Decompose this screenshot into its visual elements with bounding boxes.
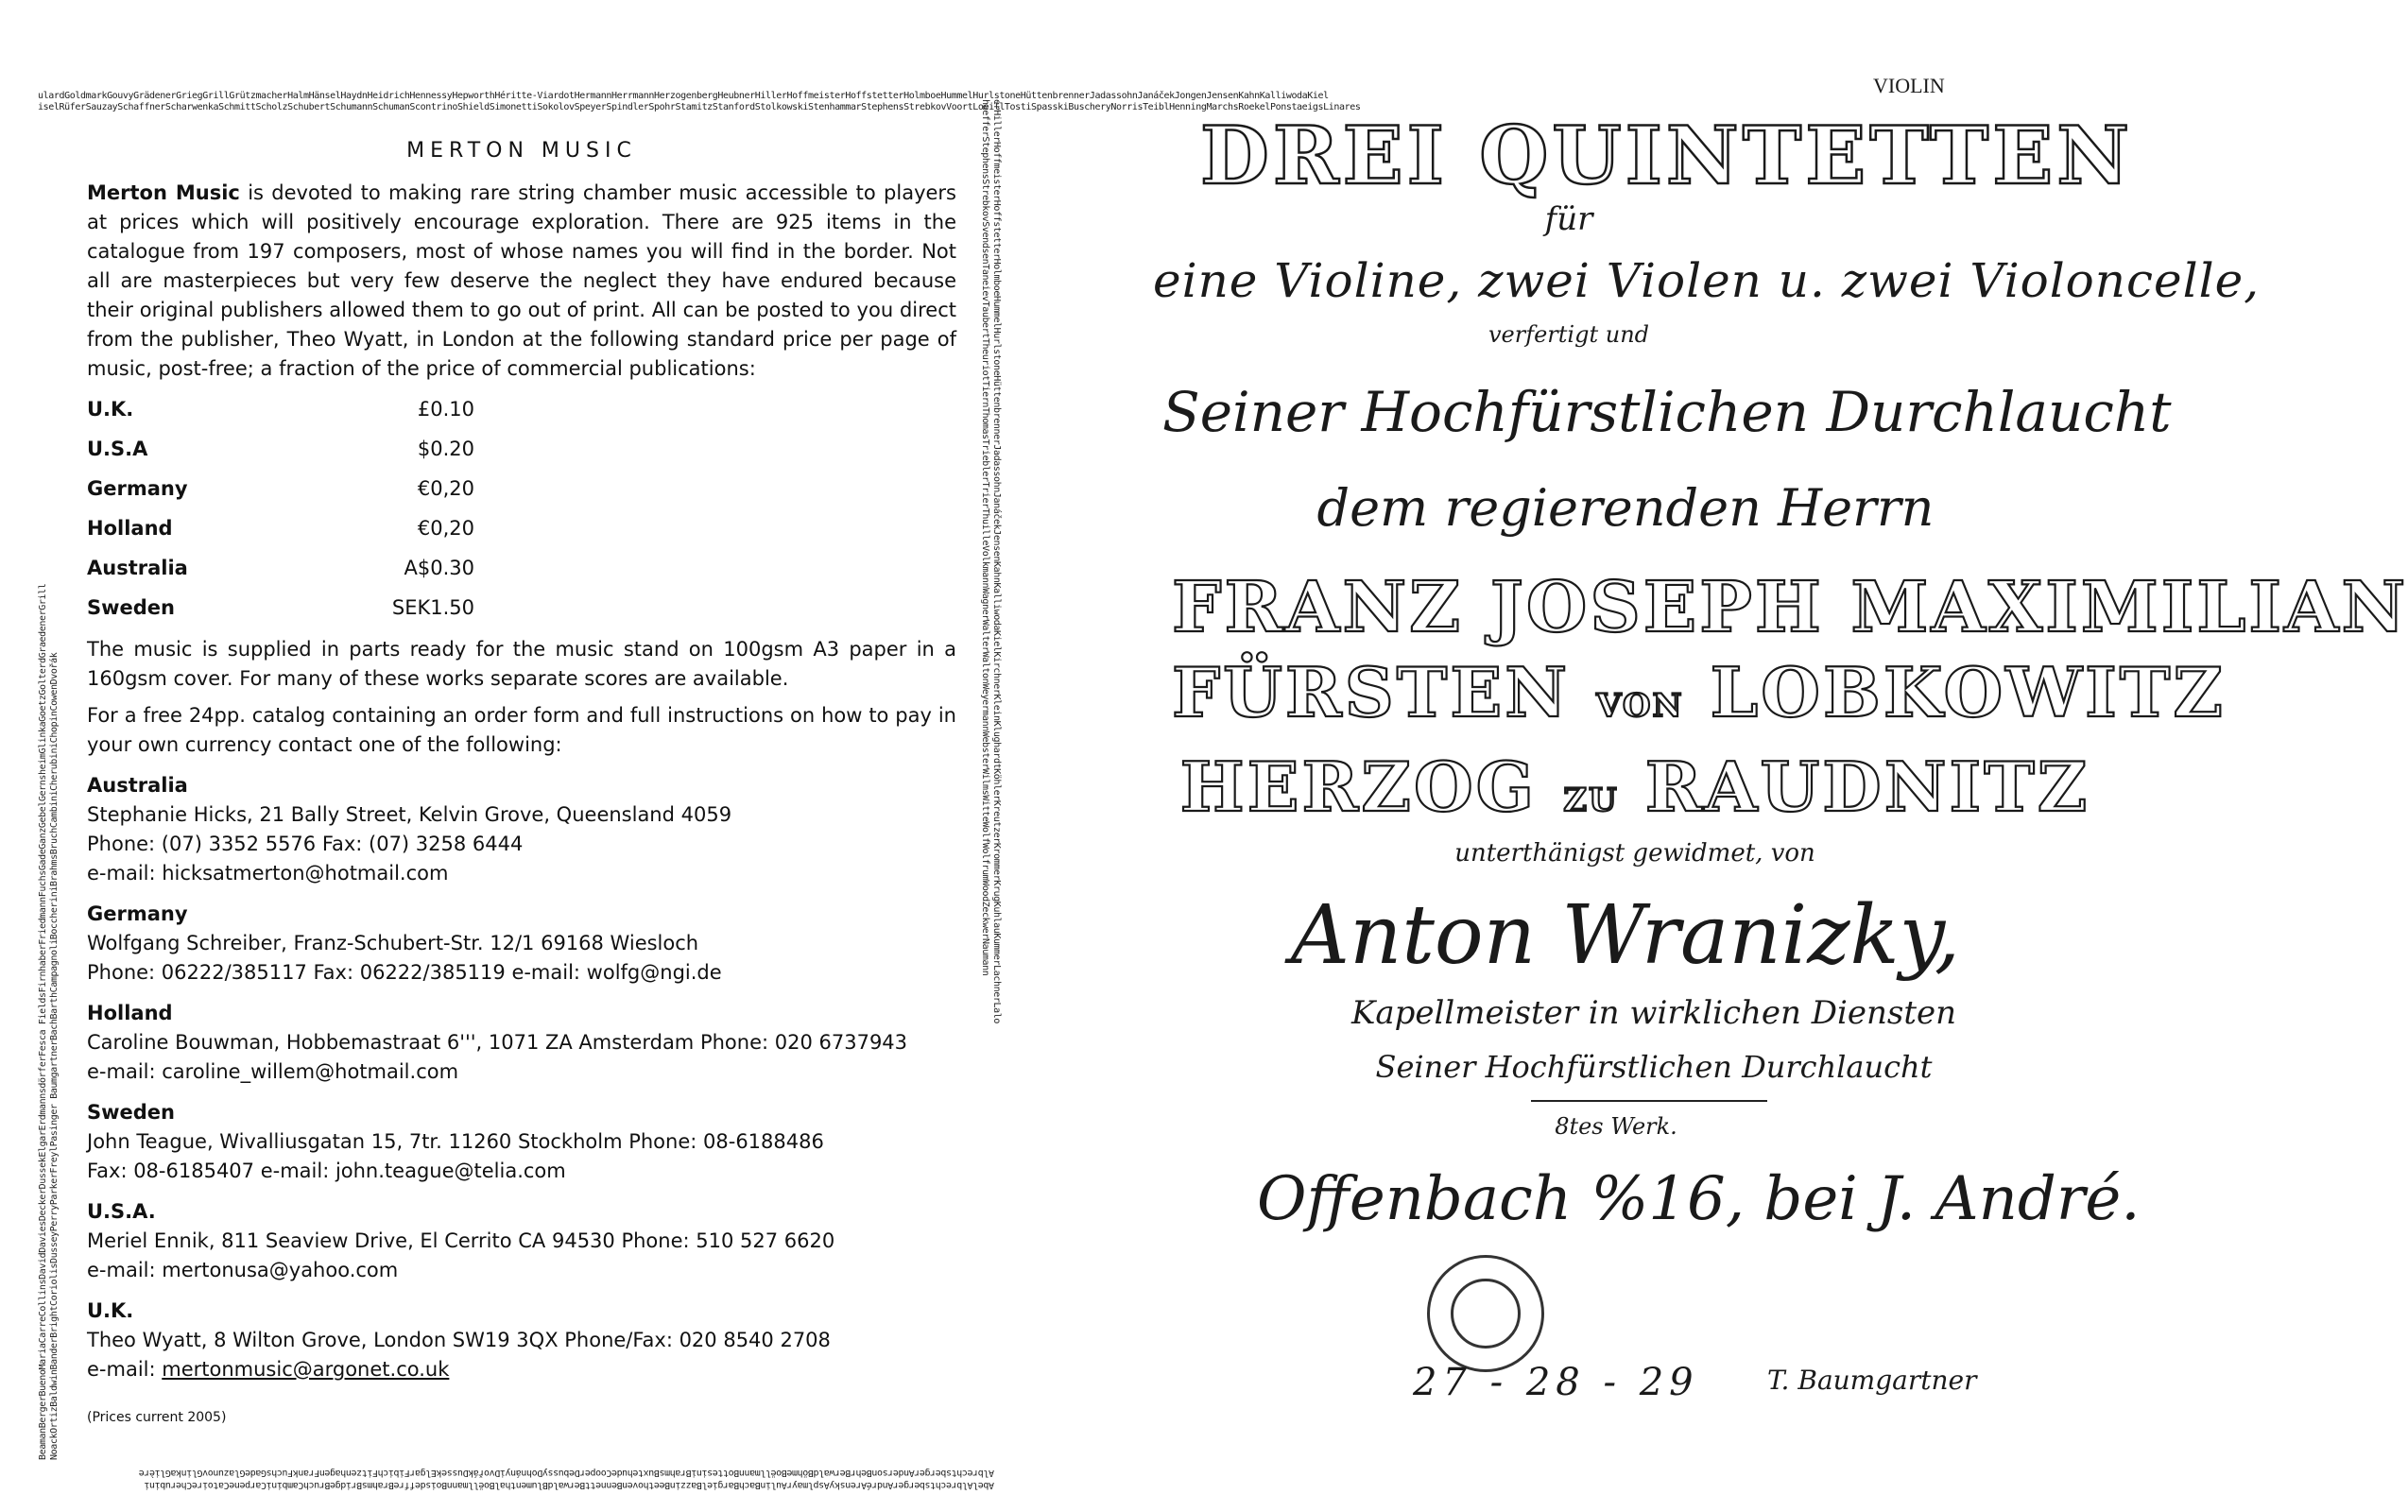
price-row [87, 548, 956, 588]
price-value: A$0.30 [404, 556, 474, 579]
fursten-word: FÜRSTEN [1172, 652, 1571, 732]
opus-number: 8tes Werk. [1555, 1113, 1677, 1140]
herzog-word: HERZOG [1179, 747, 1538, 827]
price-value: $0.20 [417, 437, 474, 460]
contact-line: Stephanie Hicks, 21 Bally Street, Kelvin Grove, Queensland 4059 [87, 803, 732, 826]
price-country: Sweden [87, 595, 175, 619]
divider-rule [1531, 1100, 1767, 1102]
border-top-line-1: ulardGoldmarkGouvyGrädenerGriegGrillGrützmacherHalmHänselHaydnHeidrichHennessyHepworthHéritte-ViardotHermannHerrmannHerzogenbergHeubnerHillerHoffmeisterHoffstetterHolmboeHummelHurlstoneHüttenbrennerJadassohnJanáčekJongenJensenKahnKalliwodaKiel [38, 91, 1329, 101]
contact-line: Phone: (07) 3352 5576 Fax: (07) 3258 6444 [87, 833, 524, 855]
dedication-line-2: dem regierenden Herrn [1316, 478, 1935, 538]
price-country: Holland [87, 516, 173, 540]
zu-word: ZU [1563, 782, 1619, 819]
price-country: U.K. [87, 397, 134, 421]
contact-line: Caroline Bouwman, Hobbemastraat 6''', 1071 ZA Amsterdam Phone: 020 6737943 [87, 1031, 908, 1054]
signature: T. Baumgartner [1767, 1365, 1977, 1396]
dedicatee-title [1172, 652, 2226, 732]
contact-line: Phone: 06222/385117 Fax: 06222/385119 e-mail: wolfg@ngi.de [87, 961, 722, 984]
main-title: DREI QUINTETTEN [1200, 109, 2134, 202]
contact-line: e-mail: mertonusa@yahoo.com [87, 1259, 399, 1281]
instrumentation: eine Violine, zwei Violen u. zwei Violoncelle, [1153, 253, 2261, 308]
contact-line: Fax: 08-6185407 e-mail: john.teague@telia.com [87, 1160, 566, 1182]
contact-uk [87, 1297, 956, 1384]
uk-email-link[interactable]: mertonmusic@argonet.co.uk [162, 1358, 450, 1381]
price-value: €0,20 [417, 476, 474, 500]
contact-germany [87, 900, 956, 988]
composer-service: Seiner Hochfürstlichen Durchlaucht [1375, 1049, 1933, 1085]
contact-title: Holland [87, 1002, 173, 1024]
contact-title: Sweden [87, 1101, 175, 1124]
price-row [87, 389, 956, 429]
contact-line: Wolfgang Schreiber, Franz-Schubert-Str. 12/1 69168 Wiesloch [87, 932, 699, 954]
contact-line: e-mail: caroline_willem@hotmail.com [87, 1060, 459, 1083]
fur-text: für [1544, 200, 1593, 238]
contact-title: U.K. [87, 1299, 134, 1322]
composer-name: Anton Wranizky, [1290, 888, 1961, 983]
page-heading: MERTON MUSIC [406, 139, 637, 163]
composer-border-right [977, 99, 1002, 1451]
contact-title: U.S.A. [87, 1200, 156, 1223]
border-left-line-1: BeamanBergerBuenoMariaCarreCollinsDavidDaviesDeckerDussekElgarErdmannsdörferFesca FieldsFirnhaberFriedmannFuchsGadeGanzGebelGernsheimGlinkaGoetzGolterdGraedenerGrill [38, 583, 48, 1460]
library-stamp-icon [1427, 1255, 1544, 1372]
gewidmet-text: unterthänigst gewidmet, von [1454, 839, 1815, 868]
contact-email-line [87, 1355, 956, 1384]
parts-paragraph: The music is supplied in parts ready for the music stand on 100gsm A3 paper in a 160gsm cover. For many of these works separate scores are available. [87, 638, 956, 690]
contact-line: e-mail: hicksatmerton@hotmail.com [87, 862, 449, 885]
contact-title: Australia [87, 774, 188, 797]
contact-usa [87, 1197, 956, 1285]
contact-sweden [87, 1098, 956, 1186]
contact-line: John Teague, Wivalliusgatan 15, 7tr. 11260 Stockholm Phone: 08-6188486 [87, 1130, 824, 1153]
composer-border-left [38, 109, 62, 1460]
von-word: VON [1596, 687, 1684, 725]
part-label: VIOLIN [1873, 74, 1945, 97]
border-right-line-2: haefferStephensStrebkovSvendsenTaneievTaubertTheuriotTiernThomasTrieblerTrierThuilleVolkmannWagnerWalterWaltonWeyermannWebsterWilmsWitteWolfWolfrumWoodZeckwerNaumann [980, 99, 990, 976]
composer-border-top [38, 91, 1361, 117]
dedication-line-1: Seiner Hochfürstlichen Durchlaucht [1162, 380, 2172, 444]
border-bottom-line-1: AbelAlbrechtsbergerAndréArenskyAsplmayrAulinBachBargielBazzinBeethovenBennettBerwaldBlumenthalBoëllmannBoisdeffreBrahmsBridgeBruchCambiniCarpeneCatoireCherubini [144, 1480, 994, 1490]
composer-border-bottom [38, 1463, 994, 1491]
price-row [87, 469, 956, 508]
price-country: Germany [87, 476, 188, 500]
price-row [87, 588, 956, 627]
prices-note: (Prices current 2005) [87, 1410, 227, 1425]
composer-position: Kapellmeister in wirklichen Diensten [1350, 994, 1957, 1032]
lobkowitz-word: LOBKOWITZ [1710, 652, 2226, 732]
dedicatee-name: FRANZ JOSEPH MAXIMILIAN [1172, 567, 2408, 648]
raudnitz-word: RAUDNITZ [1644, 747, 2090, 827]
price-country: U.S.A [87, 437, 148, 460]
border-right-line-1: erHillerHoffmeisterHoffstetterHolmboeHummelHurlstoneHüttenbrennerJadassohnJanáčekJensenKahnKalliwodaKielKirchnerKleinKlughardtKöhlerKreutzerKrommerKrugKuhlauKummerLachnerLalo [991, 99, 1002, 1023]
stamp-inner-ring [1451, 1279, 1521, 1349]
email-label: e-mail: [87, 1358, 163, 1381]
price-value: SEK1.50 [391, 595, 474, 619]
price-value: €0,20 [417, 516, 474, 540]
merton-content [87, 132, 956, 1433]
contact-line: Theo Wyatt, 8 Wilton Grove, London SW19 3QX Phone/Fax: 020 8540 2708 [87, 1329, 831, 1351]
dedicatee-duchy [1172, 747, 2098, 827]
plate-numbers: 27 - 28 - 29 [1413, 1361, 1699, 1404]
contact-holland [87, 999, 956, 1087]
border-left-line-2: NoackOrtizBaldwinBanderBrightCoriolisDusseyPerryParkerFreylPasinger BaumgartnerBachBarthCampagnoliBoccheriniBrahmsBruchCambiniCherubiniChopinCowenDvořák [49, 652, 60, 1460]
title-page [1030, 0, 2408, 1512]
verfertigt-text: verfertigt und [1488, 321, 1650, 348]
border-top-line-2: iselRüferSauzaySchaffnerScharwenkaSchmittScholzSchubertSchumannSchumanScontrinoShieldSimonettiSokolovSpeyerSpindlerSpohrStamitzStanfordStolkowskiStenhammarStephensStrebkovVoortLoeillTostiSpasskiBuscheryNorrisTeiblHenningMarchsRoekelPonstaeigsLinares [38, 102, 1361, 112]
intro-paragraph [87, 179, 956, 384]
catalog-paragraph: For a free 24pp. catalog containing an order form and full instructions on how to pay in your own currency contact one of the following: [87, 704, 956, 756]
price-list [87, 389, 956, 627]
intro-text: is devoted to making rare string chamber music accessible to players at prices which will positively encourage exploration. There are 925 items in the catalogue from 197 composers, most of whose names you will find in the border. Not all are masterpieces but very few deserve the neglect they have endured because their original publishers allowed them to go out of print. All can be posted to you direct from the publisher, Theo Wyatt, in London at the following standard price per page of music, post-free; a fraction of the price of commercial publications: [87, 181, 956, 380]
publisher-line: Offenbach %16, bei J. André. [1257, 1164, 2141, 1234]
price-row [87, 508, 956, 548]
price-row [87, 429, 956, 469]
intro-brand: Merton Music [87, 181, 240, 204]
contact-australia [87, 771, 956, 888]
price-country: Australia [87, 556, 188, 579]
border-bottom-line-2: AlbrechtsbergerAndersonBehrBerwaldBöhmeBoëllmannBottesiniBrahmsBuxtehudeCooperDebussyDohnányiDvořákDussekElgarFibichFitzenhagenFrankFuchsGadeGlazunovGlinkaGlière [139, 1468, 994, 1478]
contact-title: Germany [87, 902, 188, 925]
price-value: £0.10 [417, 397, 474, 421]
contact-line: Meriel Ennik, 811 Seaview Drive, El Cerrito CA 94530 Phone: 510 527 6620 [87, 1229, 835, 1252]
